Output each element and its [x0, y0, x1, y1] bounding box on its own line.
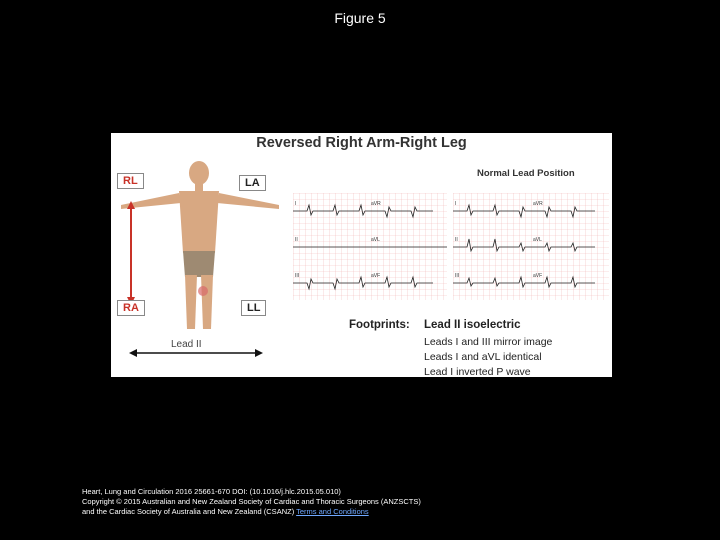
terms-link[interactable]: Terms and Conditions: [296, 507, 369, 516]
label-la: LA: [239, 175, 266, 191]
label-rl: RL: [117, 173, 144, 189]
ecg-lead-label: III: [455, 273, 460, 279]
footprints-line: Leads I and III mirror image: [424, 336, 553, 348]
footprints-line: Lead I inverted P wave: [424, 366, 531, 378]
figure-title: Reversed Right Arm-Right Leg: [256, 135, 467, 151]
footprints-line: Leads I and aVL identical: [424, 351, 542, 363]
citation-line-3-text: and the Cardiac Society of Australia and New Zealand (CSANZ): [82, 507, 295, 516]
figure-panel: [111, 133, 612, 377]
label-ra: RA: [117, 300, 145, 316]
lead-ii-label: Lead II: [171, 339, 202, 350]
ecg-strip-reversed: [293, 193, 447, 300]
ecg-lead-label: I: [455, 201, 457, 207]
slide-title: Figure 5: [334, 10, 386, 26]
citation: [82, 487, 702, 517]
ecg-lead-label: aVR: [533, 201, 543, 207]
ecg-lead-label: II: [295, 237, 298, 243]
ecg-lead-label: aVF: [533, 273, 543, 279]
ecg-lead-label: aVR: [371, 201, 381, 207]
ecg-lead-label: II: [455, 237, 458, 243]
label-ll: LL: [241, 300, 266, 316]
citation-line-1: Heart, Lung and Circulation 2016 25661-670 DOI: (10.1016/j.hlc.2015.05.010): [82, 487, 341, 496]
citation-line-2: Copyright © 2015 Australian and New Zealand Society of Cardiac and Thoracic Surgeons (ANZSCTS): [82, 497, 421, 506]
ecg-lead-label: aVL: [371, 237, 380, 243]
ecg-lead-label: III: [295, 273, 300, 279]
normal-lead-position-title: Normal Lead Position: [477, 168, 575, 179]
ecg-lead-label: aVF: [371, 273, 381, 279]
ecg-lead-label: I: [295, 201, 297, 207]
ecg-strip-normal: [453, 193, 609, 300]
citation-line-3: [82, 507, 702, 517]
footprints-heading: Footprints:: [349, 319, 410, 331]
ecg-lead-label: aVL: [533, 237, 542, 243]
footprints-main: Lead II isoelectric: [424, 319, 521, 331]
